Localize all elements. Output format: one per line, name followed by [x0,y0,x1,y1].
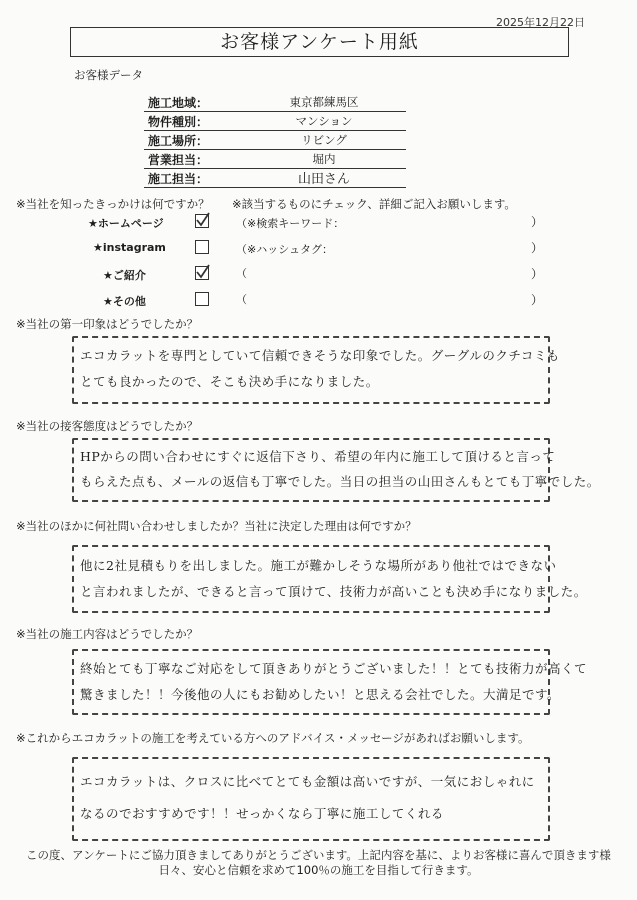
question-customer-service: ※当社の接客態度はどうでしたか？ [16,419,199,433]
answer-line: エコカラットを専門としていて信頼できそうな印象でした。グーグルのクチコミも [80,348,560,363]
info-row-sales-rep [144,151,406,167]
search-keyword-label: （※検索キーワード： [236,217,345,230]
checkmark-icon [195,212,211,228]
question-first-impression: ※当社の第一印象はどうでしたか？ [16,317,199,331]
info-value: マンション [295,114,353,128]
footer-message-line-1: この度、アンケートにご協力頂きましてありがとうございます。上記内容を基に、よりお客様に喜んで頂きます様 [26,848,611,862]
referral-detail-open-paren: （ [236,267,247,280]
footer-message-line-2: 日々、安心と信頼を求めて100％の施工を目指して行きます。 [158,863,479,877]
source-homepage-checkbox[interactable] [195,214,209,228]
info-label: 施工地域： [148,96,209,110]
close-paren: ） [531,241,544,255]
answer-line: HPからの問い合わせにすぐに返信下さり、希望の年内に施工して頂けると言って [80,449,556,464]
question-other-companies: ※当社のほかに何社問い合わせしましたか？当社に決定した理由は何ですか？ [16,519,417,533]
info-row-location [144,132,406,148]
info-value: 東京都練馬区 [289,95,359,109]
answer-line: エコカラットは、クロスに比べてとても金額は高いですが、一気におしゃれに [80,774,535,789]
answer-line: もらえた点も、メールの返信も丁寧でした。当日の担当の山田さんもとても丁寧でした。 [80,474,600,489]
checkmark-icon [195,264,211,280]
info-value: リビング [301,133,347,147]
info-value: 山田さん [297,172,350,187]
page-title: お客様アンケート用紙 [70,27,569,57]
info-value: 堀内 [312,152,336,166]
info-row-area [144,94,406,110]
source-instagram-label: ★instagram [93,241,166,254]
question-advice: ※これからエコカラットの施工を考えている方へのアドバイス・メッセージがあればお願いします。 [16,731,530,745]
answer-box-advice[interactable] [72,757,550,841]
answer-line: 驚きました！！今後他の人にもお勧めしたい！と思える会社でした。大満足です。 [80,687,561,702]
info-label: 施工場所： [148,134,209,148]
close-paren: ） [531,215,544,229]
answer-box-work-quality[interactable] [72,649,588,715]
answer-line: 他に2社見積もりを出しました。施工が難かしそうな場所があり他社ではできない [80,558,557,573]
instruction-text: ※該当するものにチェック、詳細ご記入お願いします。 [232,197,516,211]
source-homepage-label: ★ホームページ [88,217,164,230]
survey-date: 2025年12月22日 [496,16,585,29]
source-other-label: ★その他 [103,295,146,308]
close-paren: ） [531,293,544,307]
answer-line: とても良かったので、そこも決め手になりました。 [80,374,379,389]
other-detail-open-paren: （ [236,293,247,306]
question-how-found: ※当社を知ったきっかけは何ですか？ [16,197,210,211]
hashtag-label: （※ハッシュタグ： [236,243,333,256]
info-label: 営業担当： [148,153,209,167]
info-row-installer [144,170,406,186]
source-instagram-checkbox[interactable] [195,240,209,254]
source-referral-label: ★ご紹介 [103,269,146,282]
answer-line: と言われましたが、できると言って頂けて、技術力が高いことも決め手になりました。 [80,584,587,599]
answer-line: 終始とても丁寧なご対応をして頂きありがとうございました！！とても技術力が高くて [80,661,588,676]
answer-box-first-impression[interactable] [72,336,560,404]
answer-box-other-companies[interactable] [72,545,587,613]
close-paren: ） [531,267,544,281]
source-other-checkbox[interactable] [195,292,209,306]
answer-box-customer-service[interactable] [72,438,600,502]
customer-data-heading: お客様データ [74,68,143,82]
question-work-quality: ※当社の施工内容はどうでしたか？ [16,627,199,641]
info-label: 物件種別： [148,115,209,129]
answer-line: なるのでおすすめです！！せっかくなら丁寧に施工してくれる [80,806,444,821]
source-referral-checkbox[interactable] [195,266,209,280]
info-row-property-type [144,113,406,129]
info-label: 施工担当： [148,172,209,186]
